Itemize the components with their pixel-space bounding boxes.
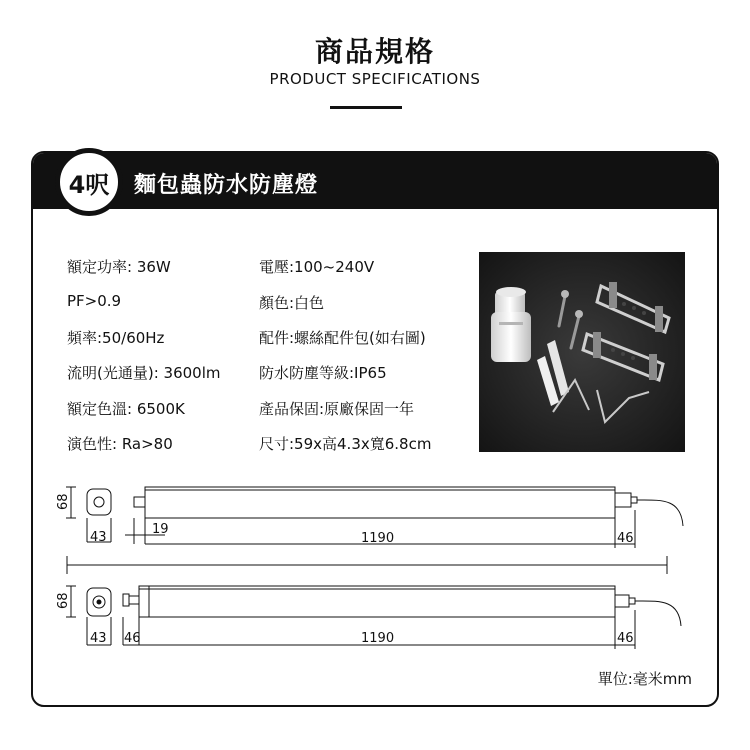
page-title: 商品規格 [314,35,435,68]
spec-accessories: 配件:螺絲配件包(如右圖) [259,329,426,347]
spec-color: 顏色:白色 [259,294,325,312]
spec-frequency: 頻率:50/60Hz [67,329,165,347]
dim-top-offset: 19 [152,522,169,537]
dim-bottom-end: 46 [617,631,634,646]
spec-lumen: 流明(光通量): 3600lm [67,364,221,382]
spec-power-factor: PF>0.9 [67,292,122,310]
spec-warranty: 產品保固:原廠保固一年 [259,400,415,418]
dim-top-height: 68 [56,493,71,510]
spec-dimensions: 尺寸:59x高4.3x寬6.8cm [259,435,432,453]
dim-top-cap: 43 [90,530,107,545]
accessory-kit-photo [479,252,685,452]
dim-bottom-length: 1190 [361,631,395,646]
dim-top-end: 46 [617,531,634,546]
size-badge: 4呎 [55,148,123,216]
page-subtitle: PRODUCT SPECIFICATIONS [269,70,481,88]
dim-bottom-cap: 43 [90,631,107,646]
unit-label: 單位:毫米mm [597,670,692,688]
product-name: 麵包蟲防水防塵燈 [134,173,319,198]
dim-bottom-start: 46 [124,631,141,646]
dim-bottom-height: 68 [56,592,71,609]
title-underline [330,106,402,109]
spec-ip-rating: 防水防塵等級:IP65 [259,364,387,382]
dim-top-length: 1190 [361,531,395,546]
dimension-drawing [31,470,719,660]
spec-rated-power: 額定功率: 36W [67,258,171,276]
spec-cri: 演色性: Ra>80 [67,435,173,453]
spec-voltage: 電壓:100~240V [259,258,375,276]
card-header [33,153,717,209]
spec-color-temp: 額定色溫: 6500K [67,400,185,418]
